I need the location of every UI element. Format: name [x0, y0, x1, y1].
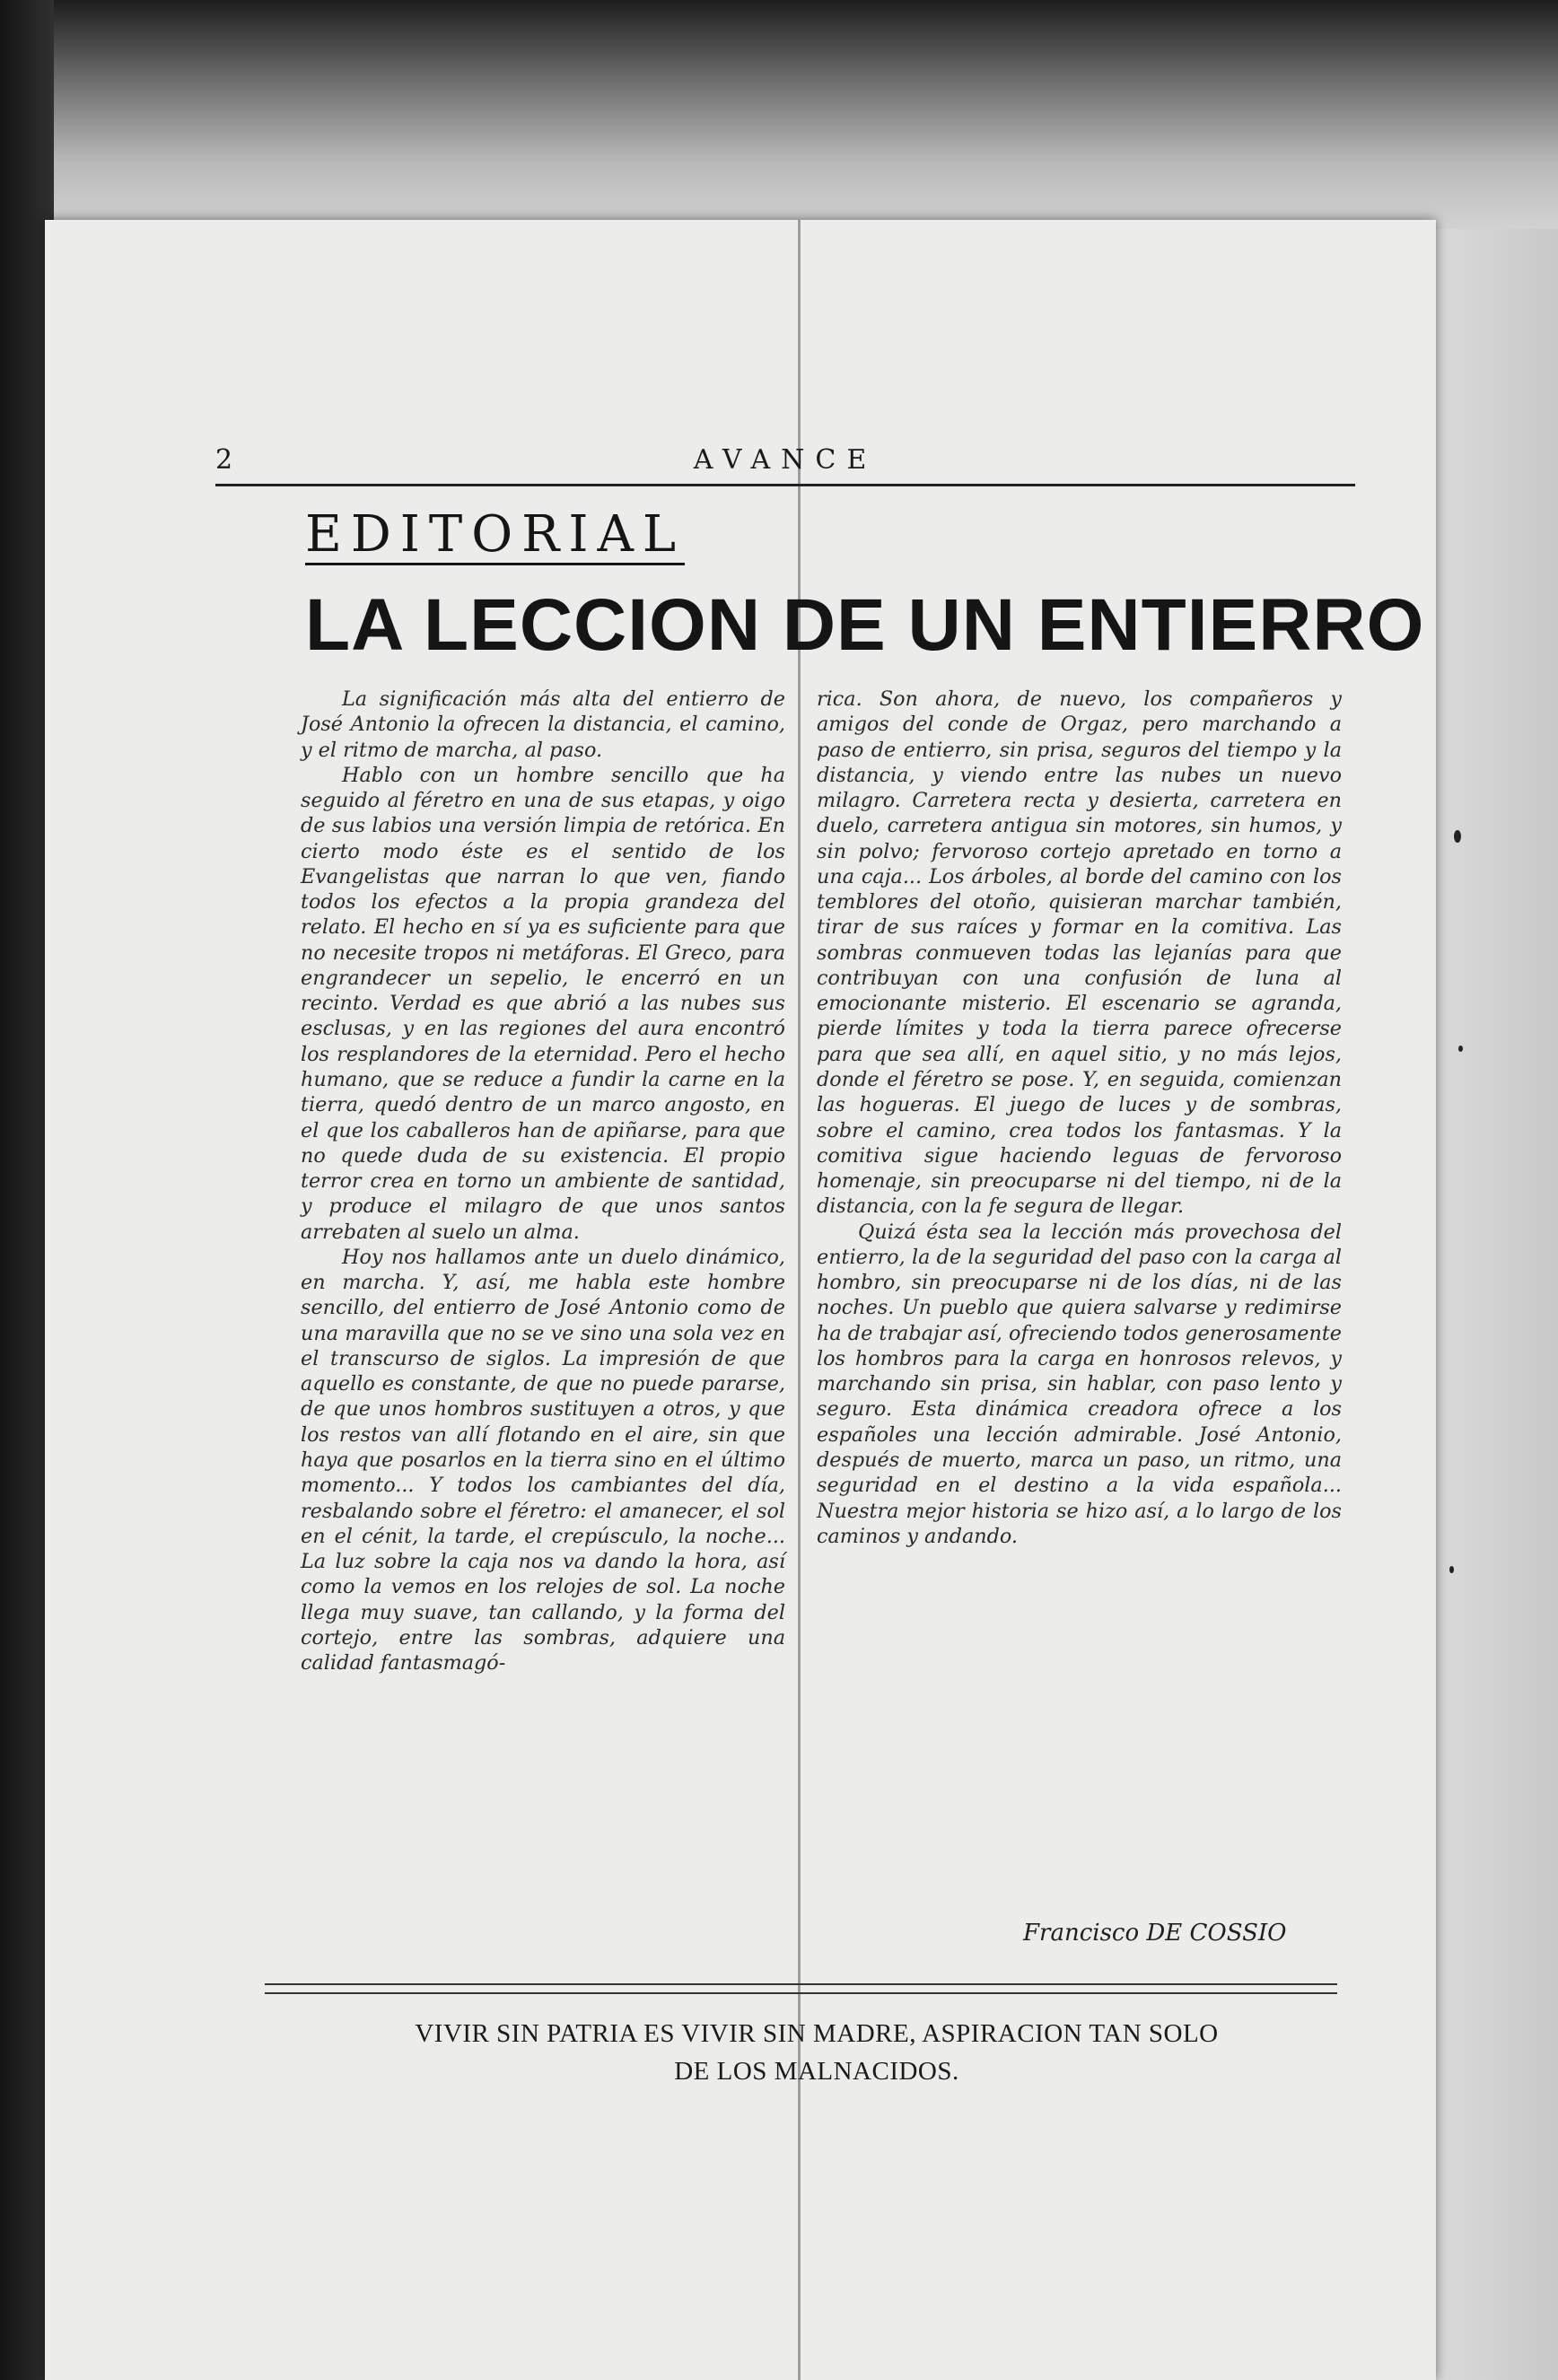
footer-double-rule	[265, 1983, 1337, 1994]
article-headline: LA LECCION DE UN ENTIERRO	[305, 584, 1425, 666]
footer-quote	[314, 2015, 1319, 2090]
page-number: 2	[215, 444, 233, 476]
author-signature: Francisco DE COSSIO	[1023, 1920, 1287, 1947]
scan-border-top	[54, 0, 1558, 233]
ink-speck	[1458, 1046, 1463, 1052]
ink-speck	[1449, 1566, 1454, 1573]
magazine-page	[45, 220, 1436, 2380]
article-paragraph: Hoy nos hallamos ante un duelo dinámico, en marcha. Y, así, me habla este hombre sencillo, del entierro de José Antonio como de una maravilla que no se ve sino una sola vez en el transcurso de siglos. La impresión de que aquello es constante, de que no puede pararse, de que unos hombros sustituyen a otros, y que los restos van allí flotando en el aire, sin que haya que posarlos en la tierra sino en el último momento... Y todos los cambiantes del día, resbalando sobre el féretro: el amanecer, el sol en el cénit, la tarde, el crepúsculo, la noche... La luz sobre la caja nos va dando la hora, así como la vemos en los relojes de sol. La noche llega muy suave, tan callando, y la forma del cortejo, entre las sombras, adquiere una calidad fantasmagó-	[301, 1245, 785, 1676]
article-paragraph: Quizá ésta sea la lección más provechosa del entierro, la de la seguridad del paso con la carga al hombro, sin preocuparse ni de los días, ni de las noches. Un pueblo que quiera salvarse y redimirse ha de trabajar así, ofreciendo todos generosamente los hombros para la carga en honrosos relevos, y marchando sin prisa, sin hablar, con paso lento y seguro. Esta dinámica creadora ofrece a los españoles una lección admirable. José Antonio, después de muerto, marca un paso, un ritmo, una seguridad en el destino a la vida española... Nuestra mejor historia se hizo así, a lo largo de los caminos y andando.	[817, 1220, 1342, 1548]
section-label: EDITORIAL	[305, 505, 686, 564]
footer-quote-line: VIVIR SIN PATRIA ES VIVIR SIN MADRE, ASPIRACION TAN SOLO	[415, 2019, 1219, 2048]
article-paragraph: Hablo con un hombre sencillo que ha seguido al féretro en una de sus etapas, y oigo de sus labios una versión limpia de retórica. En cierto modo éste es el sentido de los Evangelistas que narran lo que ven, fiando todos los efectos a la propia grandeza del relato. El hecho en sí ya es suficiente para que no necesite tropos ni metáforas. El Greco, para engrandecer un sepelio, le encerró en un recinto. Verdad es que abrió a las nubes sus esclusas, y en las regiones del aura encontró los resplandores de la eternidad. Pero el hecho humano, que se reduce a fundir la carne en la tierra, quedó dentro de un marco angosto, en el que los caballeros han de apiñarse, para que no quede duda de su existencia. El propio terror crea en torno un ambiente de santidad, y produce el milagro de que unos santos arrebaten al suelo un alma.	[301, 763, 785, 1244]
magazine-title: AVANCE	[693, 444, 878, 476]
page-header	[215, 444, 1355, 489]
article-column-left	[301, 687, 785, 1676]
underlying-page-edge	[1422, 229, 1558, 2380]
ink-speck	[1454, 830, 1461, 843]
article-paragraph: rica. Son ahora, de nuevo, los compañeros y amigos del conde de Orgaz, pero marchando a paso de entierro, sin prisa, seguros del tiempo y la distancia, y viendo entre las nubes un nuevo milagro. Carretera recta y desierta, carretera en duelo, carretera antigua sin motores, sin humos, y sin polvo; fervoroso cortejo apretado en torno a una caja... Los árboles, al borde del camino con los temblores del otoño, quisieran marchar también, tirar de sus raíces y formar en la comitiva. Las sombras conmueven todas las lejanías para que contribuyan con una confusión de luna al emocionante misterio. El escenario se agranda, pierde límites y toda la tierra parece ofrecerse para que sea allí, en aquel sitio, y no más lejos, donde el féretro se pose. Y, en seguida, comienzan las hogueras. El juego de luces y de sombras, sobre el camino, crea todos los fantasmas. Y la comitiva sigue haciendo leguas de fervoroso homenaje, sin preocuparse ni del tiempo, ni de la distancia, con la fe segura de llegar.	[817, 687, 1342, 1219]
header-rule	[215, 484, 1355, 486]
footer-quote-line: DE LOS MALNACIDOS.	[674, 2057, 959, 2087]
article-paragraph: La significación más alta del entierro de José Antonio la ofrecen la distancia, el camino, y el ritmo de marcha, al paso.	[301, 687, 785, 762]
article-column-right	[817, 687, 1342, 1549]
